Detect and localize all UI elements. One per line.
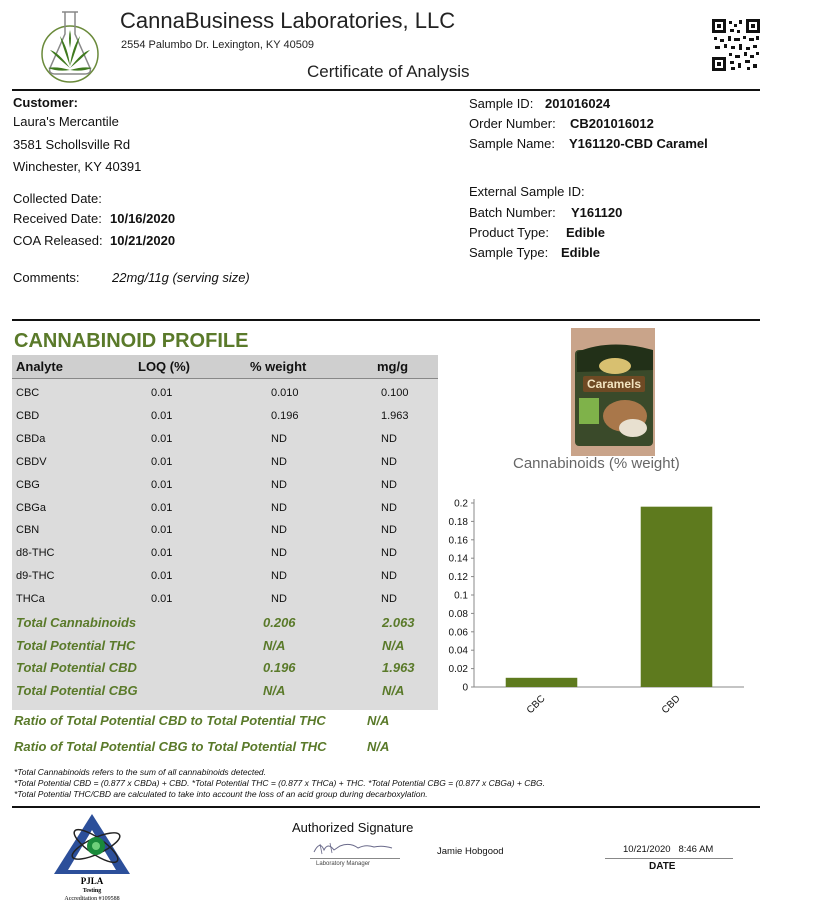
received-date-label: Received Date: xyxy=(13,211,102,226)
table-cell-analyte: d8-THC xyxy=(16,547,55,560)
y-tick-label: 0.18 xyxy=(448,516,468,528)
table-cell: ND xyxy=(271,432,287,445)
y-tick-label: 0.1 xyxy=(454,590,468,602)
sample-id-label: Sample ID: xyxy=(469,96,534,111)
total-label: Total Cannabinoids xyxy=(16,615,137,630)
customer-city: Winchester, KY 40391 xyxy=(13,159,142,174)
table-cell-analyte: d9-THC xyxy=(16,570,55,583)
col-mg-per-g: mg/g xyxy=(377,359,409,374)
footnote-3: *Total Potential THC/CBD are calculated to take into account the loss of an acid group during decarboxylation. xyxy=(14,789,428,799)
table-cell: 0.01 xyxy=(151,387,173,399)
ratio-label: Ratio of Total Potential CBG to Total Potential THC xyxy=(14,739,327,754)
coa-released-value: 10/21/2020 xyxy=(110,233,176,248)
total-value: N/A xyxy=(263,683,286,699)
table-cell-analyte: CBDV xyxy=(16,455,47,468)
table-cell: 0.196 xyxy=(271,409,299,422)
ratio-label: Ratio of Total Potential CBD to Total Potential THC xyxy=(14,713,326,728)
table-cell: ND xyxy=(381,524,397,537)
table-cell: ND xyxy=(271,547,287,560)
total-value: N/A xyxy=(382,637,405,653)
section-title: CANNABINOID PROFILE xyxy=(14,330,249,352)
col-analyte: Analyte xyxy=(16,359,63,374)
table-cell-analyte: CBDa xyxy=(16,432,46,445)
comments-value: 22mg/11g (serving size) xyxy=(112,270,250,285)
y-tick-label: 0.06 xyxy=(448,627,468,639)
table-cell: 0.01 xyxy=(151,455,173,468)
table-cell: ND xyxy=(381,570,397,583)
table-cell: ND xyxy=(381,593,397,606)
y-tick-label: 0 xyxy=(462,682,468,694)
total-value: N/A xyxy=(382,683,405,699)
photo-label: Caramels xyxy=(586,377,642,391)
x-tick-label: CBC xyxy=(524,693,548,717)
table-cell: ND xyxy=(271,593,287,606)
company-name: CannaBusiness Laboratories, LLC xyxy=(120,8,456,33)
table-cell: ND xyxy=(381,501,397,514)
y-tick-label: 0.04 xyxy=(448,645,468,657)
sample-id-value: 201016024 xyxy=(545,96,611,111)
footnote-2: *Total Potential CBD = (0.877 x CBDa) + CBD. *Total Potential THC = (0.877 x THCa) + THC. *Total Potential CBG = (0.877 x CBGa) + CBG. xyxy=(14,778,546,788)
table-cell: ND xyxy=(381,455,397,468)
table-cell: 0.01 xyxy=(151,409,173,422)
footer-divider xyxy=(12,806,760,808)
table-cell: 0.01 xyxy=(151,478,173,491)
product-type-value: Edible xyxy=(566,225,606,240)
footnote-1: *Total Cannabinoids refers to the sum of all cannabinoids detected. xyxy=(14,767,267,777)
order-number-label: Order Number: xyxy=(469,116,556,131)
authorized-signature-label: Authorized Signature xyxy=(292,820,414,835)
table-cell: 0.01 xyxy=(151,570,173,583)
table-cell: 0.01 xyxy=(151,432,173,445)
date-label: DATE xyxy=(649,861,676,872)
total-label: Total Potential THC xyxy=(16,637,136,653)
y-tick-label: 0.2 xyxy=(454,498,468,510)
table-cell: 0.01 xyxy=(151,593,173,606)
signer-role: Laboratory Manager xyxy=(316,861,371,867)
col-percent-weight: % weight xyxy=(250,359,307,374)
table-cell-analyte: CBN xyxy=(16,524,40,537)
table-cell: 0.010 xyxy=(271,387,299,399)
qr-code-icon[interactable] xyxy=(712,19,760,71)
ratio-value: N/A xyxy=(367,739,390,754)
col-loq: LOQ (%) xyxy=(138,359,190,374)
collected-date-label: Collected Date: xyxy=(13,191,102,206)
table-cell: 0.01 xyxy=(151,547,173,560)
sample-name-value: Y161120-CBD Caramel xyxy=(569,136,708,151)
product-type-label: Product Type: xyxy=(469,225,549,240)
lab-logo xyxy=(40,8,100,86)
table-cell: ND xyxy=(381,478,397,491)
bar-cbd xyxy=(641,507,713,687)
comments-label: Comments: xyxy=(13,270,80,285)
customer-label: Customer: xyxy=(13,95,79,110)
table-cell: ND xyxy=(271,524,287,537)
table-cell-analyte: CBG xyxy=(16,478,40,491)
table-cell: ND xyxy=(271,570,287,583)
table-cell: ND xyxy=(381,432,397,445)
section-divider xyxy=(12,319,760,321)
pjla-org: PJLA xyxy=(80,876,104,886)
table-cell-analyte: CBGa xyxy=(16,501,46,514)
y-tick-label: 0.02 xyxy=(448,664,468,676)
table-cell: ND xyxy=(271,455,287,468)
batch-number-value: Y161120 xyxy=(571,205,623,220)
table-cell: ND xyxy=(271,478,287,491)
table-header xyxy=(12,355,438,379)
coa-released-label: COA Released: xyxy=(13,233,103,248)
y-tick-label: 0.08 xyxy=(448,608,468,620)
bar-cbc xyxy=(506,678,578,687)
x-tick-label: CBD xyxy=(659,693,683,717)
external-sample-id-label: External Sample ID: xyxy=(469,184,585,199)
total-value: 0.206 xyxy=(263,615,296,630)
ratio-value: N/A xyxy=(367,713,390,728)
table-cell: ND xyxy=(381,547,397,560)
signer-name: Jamie Hobgood xyxy=(437,846,504,857)
accreditation-number: Accreditation #109588 xyxy=(64,896,120,902)
company-address: 2554 Palumbo Dr. Lexington, KY 40509 xyxy=(121,39,315,51)
document-title: Certificate of Analysis xyxy=(307,62,470,81)
date-line xyxy=(605,858,733,859)
y-tick-label: 0.16 xyxy=(448,535,468,547)
total-label: Total Potential CBG xyxy=(16,683,138,699)
total-value: N/A xyxy=(263,637,286,653)
bar-chart xyxy=(436,490,756,720)
table-cell: 1.963 xyxy=(381,409,409,422)
table-cell: ND xyxy=(271,501,287,514)
table-cell-analyte: THCa xyxy=(16,593,45,606)
sample-type-value: Edible xyxy=(561,245,601,260)
table-cell: 0.100 xyxy=(381,387,409,399)
total-label: Total Potential CBD xyxy=(16,660,137,676)
batch-number-label: Batch Number: xyxy=(469,205,556,220)
profile-table xyxy=(12,355,438,710)
table-cell-analyte: CBD xyxy=(16,409,40,422)
total-value: 1.963 xyxy=(382,660,415,676)
header-divider xyxy=(12,89,760,91)
received-date-value: 10/16/2020 xyxy=(110,211,176,226)
order-number-value: CB201016012 xyxy=(570,116,654,131)
pjla-sub: Testing xyxy=(82,888,102,894)
handwritten-signature xyxy=(310,838,400,858)
y-tick-label: 0.14 xyxy=(448,553,468,565)
customer-street: 3581 Schollsville Rd xyxy=(13,137,131,152)
total-value: 2.063 xyxy=(382,615,415,630)
total-value: 0.196 xyxy=(263,660,296,676)
signature-line xyxy=(310,858,400,859)
table-cell: 0.01 xyxy=(151,524,173,537)
pjla-logo xyxy=(50,812,134,902)
customer-name: Laura's Mercantile xyxy=(13,114,119,129)
signature-date: 10/21/2020 8:46 AM xyxy=(623,844,714,855)
product-photo xyxy=(571,328,655,456)
sample-type-label: Sample Type: xyxy=(469,245,549,260)
chart-title: Cannabinoids (% weight) xyxy=(513,455,680,472)
table-cell-analyte: CBC xyxy=(16,387,40,399)
table-cell: 0.01 xyxy=(151,501,173,514)
sample-name-label: Sample Name: xyxy=(469,136,555,151)
y-tick-label: 0.12 xyxy=(448,572,468,584)
